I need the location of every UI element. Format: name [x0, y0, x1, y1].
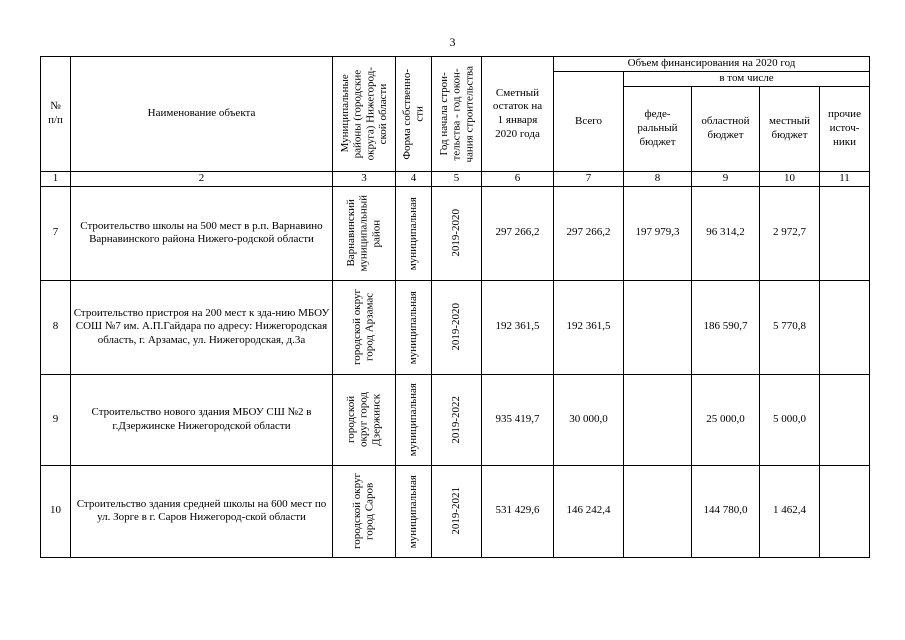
row-ownership: муниципальная — [396, 280, 432, 374]
table-row — [41, 186, 870, 280]
header-name: Наименование объекта — [71, 57, 333, 172]
row-federal — [624, 374, 692, 465]
row-federal — [624, 280, 692, 374]
row-local: 5 000,0 — [760, 374, 820, 465]
row-years: 2019-2021 — [432, 465, 482, 557]
header-federal: феде- ральный бюджет — [624, 87, 692, 172]
row-ownership: муниципальная — [396, 374, 432, 465]
row-federal: 197 979,3 — [624, 186, 692, 280]
row-regional: 96 314,2 — [692, 186, 760, 280]
header-estimate: Сметный остаток на 1 января 2020 года — [482, 57, 554, 172]
row-other — [820, 186, 870, 280]
row-estimate: 531 429,6 — [482, 465, 554, 557]
row-years: 2019-2022 — [432, 374, 482, 465]
row-other — [820, 280, 870, 374]
row-federal — [624, 465, 692, 557]
row-municipal: Варнавинский муниципальный район — [333, 186, 396, 280]
row-total: 297 266,2 — [554, 186, 624, 280]
row-regional: 25 000,0 — [692, 374, 760, 465]
header-funding: Объем финансирования на 2020 год — [554, 57, 870, 72]
row-num: 10 — [41, 465, 71, 557]
row-num: 8 — [41, 280, 71, 374]
financing-table — [40, 56, 870, 558]
header-local: местный бюджет — [760, 87, 820, 172]
row-ownership: муниципальная — [396, 465, 432, 557]
column-number: 1 — [41, 172, 71, 187]
column-number: 11 — [820, 172, 870, 187]
header-other: прочие источ- ники — [820, 87, 870, 172]
header-years: Год начала строи- тельства - год окон- чания строительства — [432, 57, 482, 172]
header-municipal: Муниципальные районы (городские округа) Нижегород- ской области — [333, 57, 396, 172]
row-name: Строительство нового здания МБОУ СШ №2 в г.Дзержинске Нижегородской области — [71, 374, 333, 465]
row-num: 9 — [41, 374, 71, 465]
row-num: 7 — [41, 186, 71, 280]
column-number: 8 — [624, 172, 692, 187]
row-municipal: городской округ город Дзержинск — [333, 374, 396, 465]
header-regional: областной бюджет — [692, 87, 760, 172]
column-number: 7 — [554, 172, 624, 187]
row-name: Строительство пристроя на 200 мест к зда-нию МБОУ СОШ №7 им. А.П.Гайдара по адресу: Нижегородская область, г. Арзамас, ул. Нижегородская, д.3а — [71, 280, 333, 374]
column-number: 10 — [760, 172, 820, 187]
column-number: 4 — [396, 172, 432, 187]
column-numbers-row — [41, 172, 870, 187]
row-local: 5 770,8 — [760, 280, 820, 374]
column-number: 9 — [692, 172, 760, 187]
row-regional: 186 590,7 — [692, 280, 760, 374]
row-estimate: 192 361,5 — [482, 280, 554, 374]
header-num: № п/п — [41, 57, 71, 172]
row-other — [820, 465, 870, 557]
header-including: в том числе — [624, 71, 870, 86]
page-number: 3 — [449, 35, 456, 49]
row-total: 192 361,5 — [554, 280, 624, 374]
row-estimate: 297 266,2 — [482, 186, 554, 280]
row-regional: 144 780,0 — [692, 465, 760, 557]
row-municipal: городской округ город Саров — [333, 465, 396, 557]
table-row — [41, 280, 870, 374]
row-ownership: муниципальная — [396, 186, 432, 280]
row-name: Строительство школы на 500 мест в р.п. Варнавино Варнавинского района Нижего-родской области — [71, 186, 333, 280]
table-row — [41, 465, 870, 557]
row-name: Строительство здания средней школы на 600 мест по ул. Зорге в г. Саров Нижегород-ской области — [71, 465, 333, 557]
row-other — [820, 374, 870, 465]
row-total: 30 000,0 — [554, 374, 624, 465]
row-municipal: городской округ город Арзамас — [333, 280, 396, 374]
column-number: 5 — [432, 172, 482, 187]
row-local: 1 462,4 — [760, 465, 820, 557]
row-total: 146 242,4 — [554, 465, 624, 557]
row-years: 2019-2020 — [432, 186, 482, 280]
header-total: Всего — [554, 71, 624, 171]
table-row — [41, 374, 870, 465]
row-estimate: 935 419,7 — [482, 374, 554, 465]
column-number: 2 — [71, 172, 333, 187]
row-local: 2 972,7 — [760, 186, 820, 280]
column-number: 6 — [482, 172, 554, 187]
header-ownership: Форма собственно- сти — [396, 57, 432, 172]
column-number: 3 — [333, 172, 396, 187]
row-years: 2019-2020 — [432, 280, 482, 374]
